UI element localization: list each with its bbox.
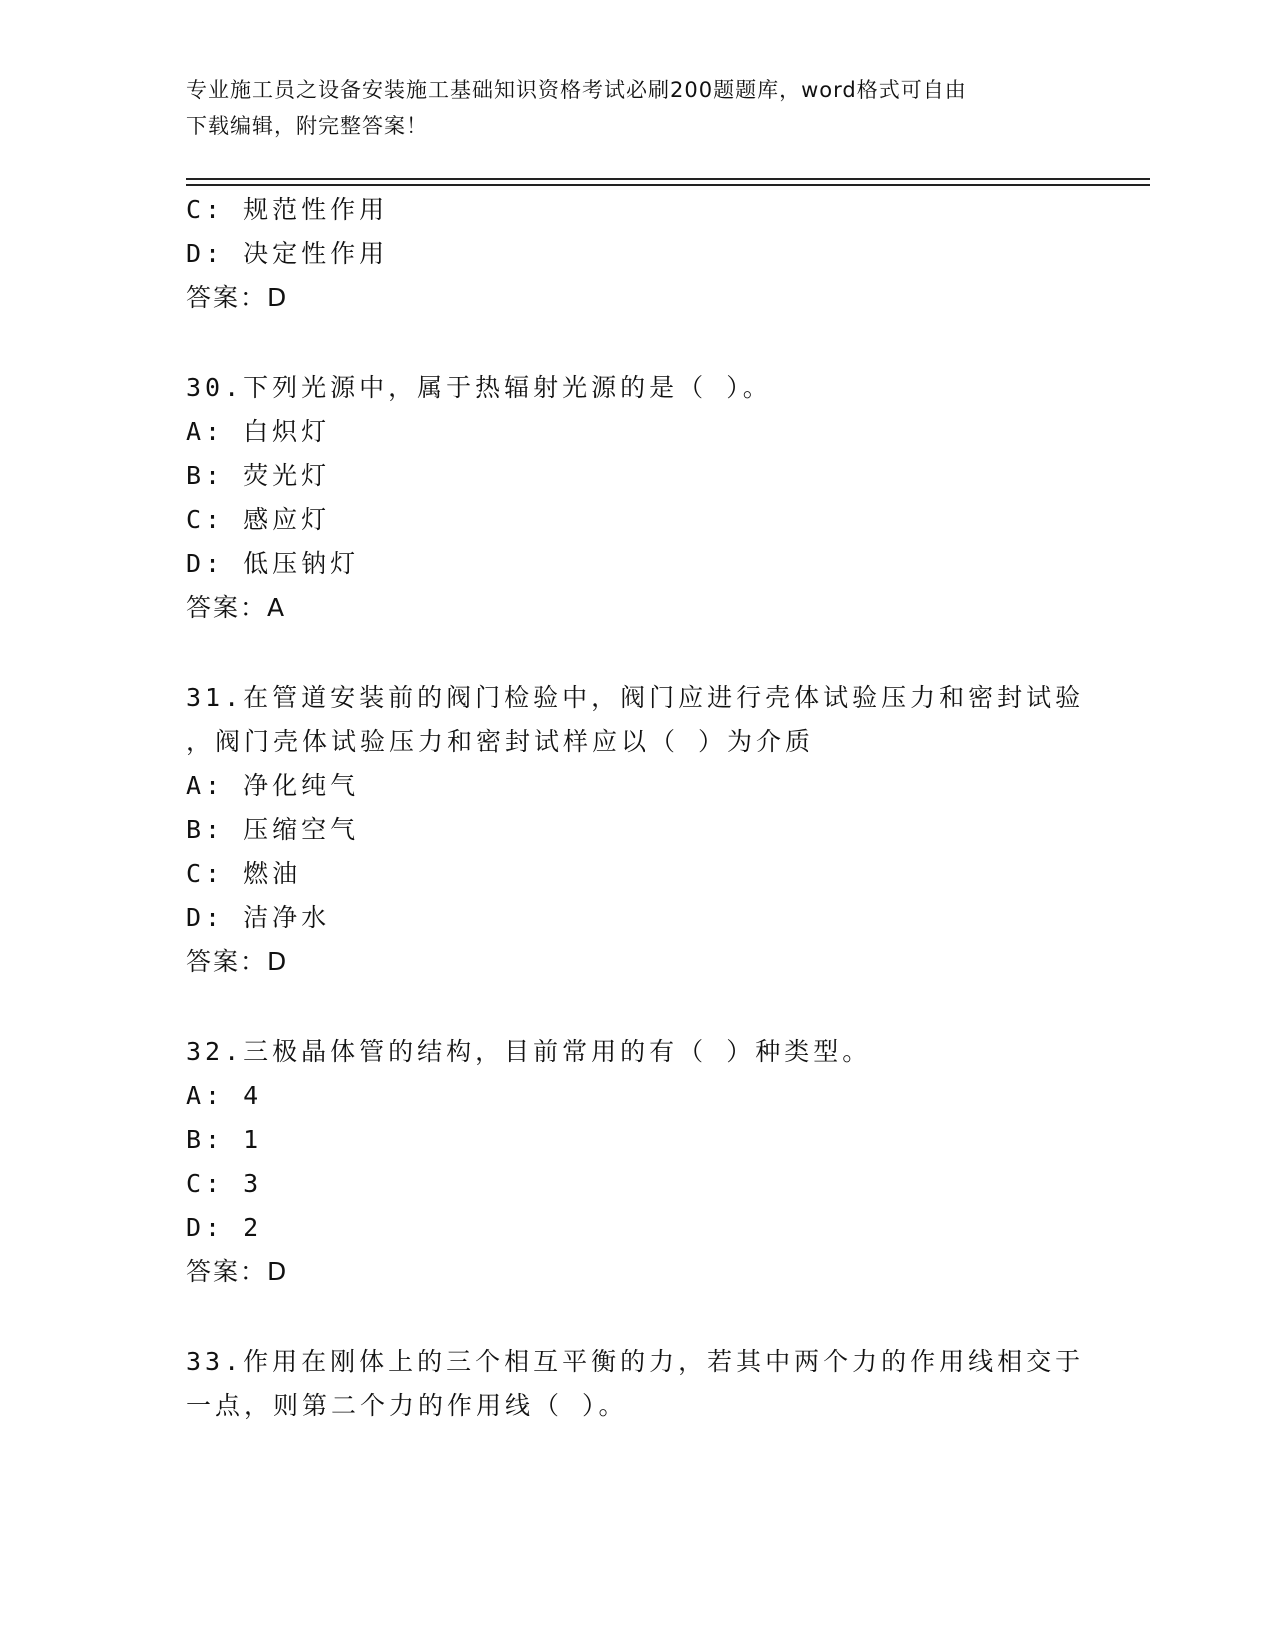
q31-option-c: C: 燃油 bbox=[186, 859, 302, 888]
q29-option-d: D: 决定性作用 bbox=[186, 239, 389, 268]
q30-option-d: D: 低压钠灯 bbox=[186, 549, 360, 578]
q30-option-a: A: 白炽灯 bbox=[186, 417, 331, 446]
q30-stem: 30.下列光源中，属于热辐射光源的是（ ）。 bbox=[186, 373, 772, 402]
q31-option-d: D: 洁净水 bbox=[186, 903, 331, 932]
q29-option-c: C: 规范性作用 bbox=[186, 195, 389, 224]
q30-option-c: C: 感应灯 bbox=[186, 505, 331, 534]
q32-stem: 32.三极晶体管的结构，目前常用的有（ ）种类型。 bbox=[186, 1037, 872, 1066]
q32-option-a: A: 4 bbox=[186, 1081, 263, 1110]
header-divider-bottom bbox=[186, 184, 1150, 186]
q32-option-c: C: 3 bbox=[186, 1169, 263, 1198]
header-line-1: 专业施工员之设备安装施工基础知识资格考试必刷200题题库，word格式可自由 bbox=[186, 78, 967, 102]
q32-answer: 答案：D bbox=[186, 1257, 289, 1286]
q31-stem-line-1: 31.在管道安装前的阀门检验中，阀门应进行壳体试验压力和密封试验 bbox=[186, 683, 1085, 712]
q31-answer: 答案：D bbox=[186, 947, 289, 976]
q32-option-d: D: 2 bbox=[186, 1213, 263, 1242]
q29-answer: 答案：D bbox=[186, 283, 289, 312]
header-divider-top bbox=[186, 178, 1150, 180]
q30-option-b: B: 荧光灯 bbox=[186, 461, 331, 490]
q31-option-b: B: 压缩空气 bbox=[186, 815, 360, 844]
q33-stem-line-1: 33.作用在刚体上的三个相互平衡的力，若其中两个力的作用线相交于 bbox=[186, 1347, 1085, 1376]
q33-stem-line-2: 一点，则第二个力的作用线（ ）。 bbox=[186, 1391, 628, 1420]
document-header bbox=[186, 72, 1066, 144]
q31-option-a: A: 净化纯气 bbox=[186, 771, 360, 800]
header-line-2: 下载编辑，附完整答案！ bbox=[186, 114, 428, 138]
q31-stem-line-2: ，阀门壳体试验压力和密封试样应以（ ）为介质 bbox=[186, 727, 815, 756]
q32-option-b: B: 1 bbox=[186, 1125, 263, 1154]
q30-answer: 答案：A bbox=[186, 593, 287, 622]
